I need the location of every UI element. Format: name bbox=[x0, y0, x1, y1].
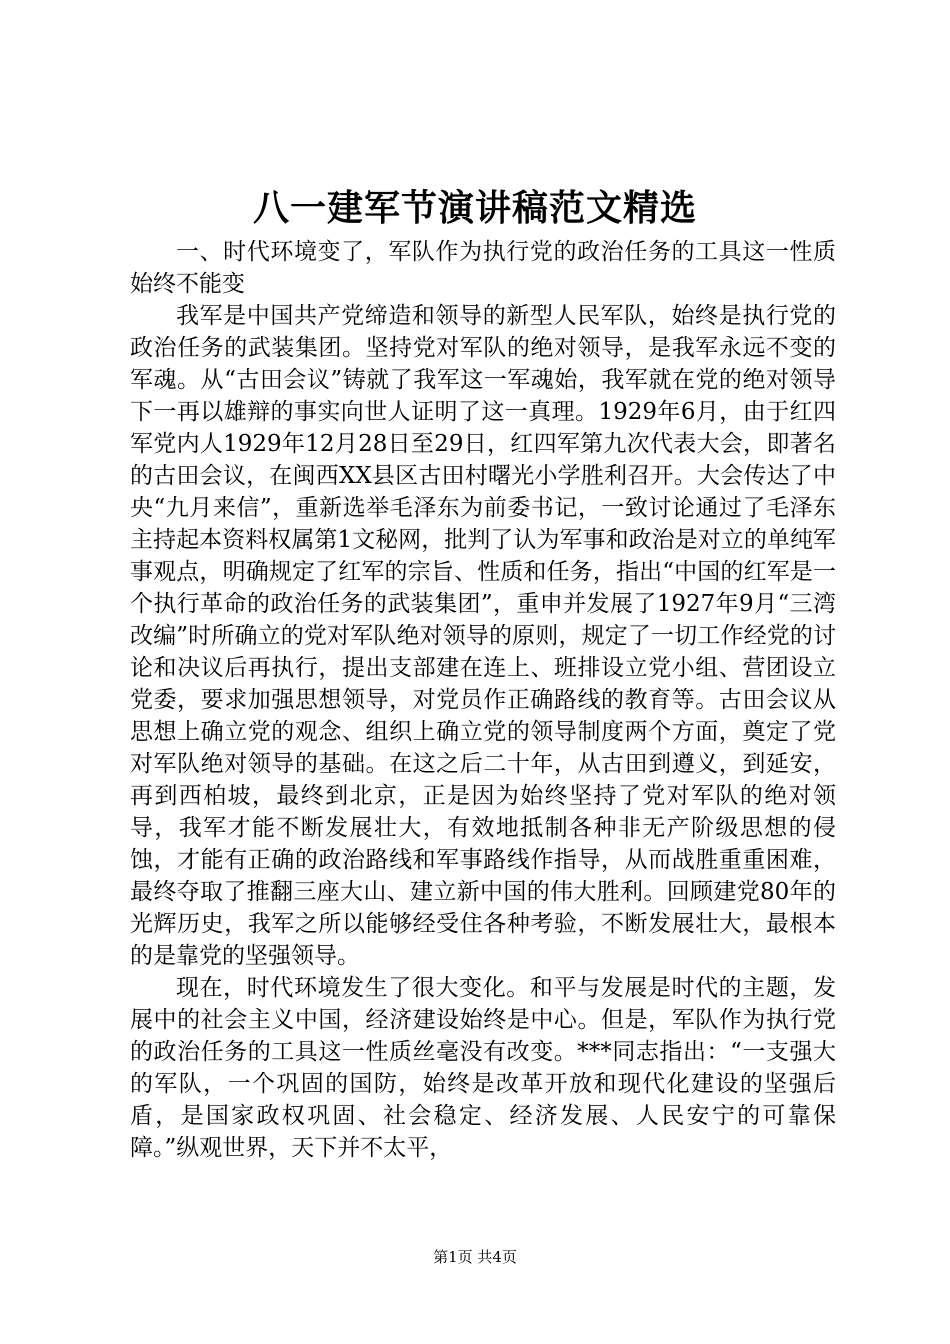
paragraph-body-2: 现在，时代环境发生了很大变化。和平与发展是时代的主题，发展中的社会主义中国，经济建设始终是中心。但是，军队作为执行党的政治任务的工具这一性质丝毫没有改变。***同志指出：“一支强大的军队，一个巩固的国防，始终是改革开放和现代化建设的坚强后盾，是国家政权巩固、社会稳定、经济发展、人民安宁的可靠保障。”纵观世界，天下并不太平， bbox=[130, 975, 836, 1161]
paragraph-body-1: 我军是中国共产党缔造和领导的新型人民军队，始终是执行党的政治任务的武装集团。坚持党对军队的绝对领导，是我军永远不变的军魂。从“古田会议”铸就了我军这一军魂始，我军就在党的绝对领导下一再以雄辩的事实向世人证明了这一真理。1929年6月，由于红四军党内人1929年12月28日至29日，红四军第九次代表大会，即著名的古田会议，在闽西XX县区古田村曙光小学胜利召开。大会传达了中央“九月来信”，重新选举毛泽东为前委书记，一致讨论通过了毛泽东主持起本资料权属第1文秘网，批判了认为军事和政治是对立的单纯军事观点，明确规定了红军的宗旨、性质和任务，指出“中国的红军是一个执行革命的政治任务的武装集团”，重申并发展了1927年9月“三湾改编”时所确立的党对军队绝对领导的原则，规定了一切工作经党的讨论和决议后再执行，提出支部建在连上、班排设立党小组、营团设立党委，要求加强思想领导，对党员作正确路线的教育等。古田会议从思想上确立党的观念、组织上确立党的领导制度两个方面，奠定了党对军队绝对领导的基础。在这之后二十年，从古田到遵义，到延安，再到西柏坡，最终到北京，正是因为始终坚持了党对军队的绝对领导，我军才能不断发展壮大，有效地抵制各种非无产阶级思想的侵蚀，才能有正确的政治路线和军事路线作指导，从而战胜重重困难，最终夺取了推翻三座大山、建立新中国的伟大胜利。回顾建党80年的光辉历史，我军之所以能够经受住各种考验，不断发展壮大，最根本的是靠党的坚强领导。 bbox=[130, 303, 836, 969]
paragraph-heading-1: 一、时代环境变了，军队作为执行党的政治任务的工具这一性质始终不能变 bbox=[130, 239, 836, 297]
page-title: 八一建军节演讲稿范文精选 bbox=[252, 187, 697, 229]
document-body bbox=[130, 236, 836, 1164]
page-number: 第1页 共4页 bbox=[433, 1248, 517, 1266]
